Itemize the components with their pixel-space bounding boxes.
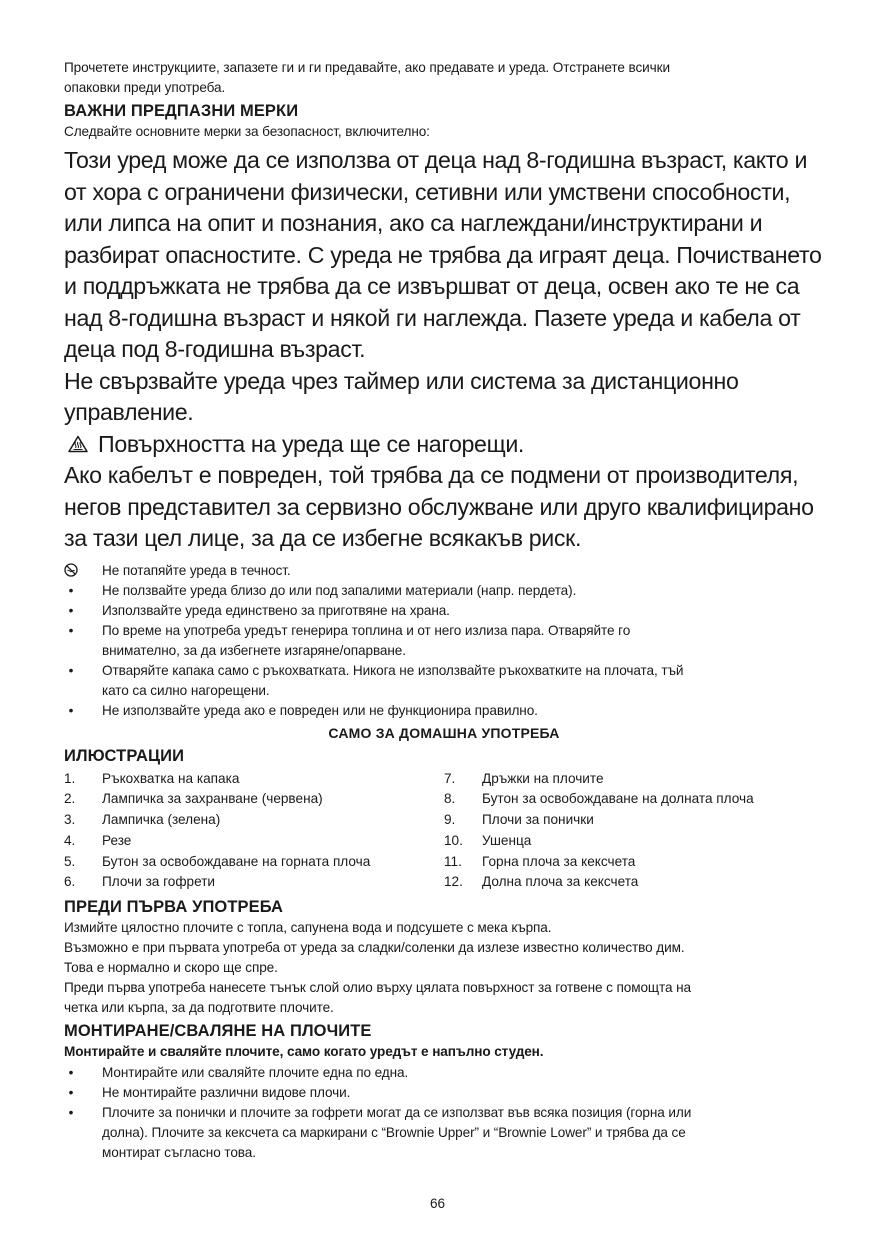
hot-surface-warning [64, 429, 824, 461]
item-text: Плочи за гофрети [102, 874, 216, 890]
bullet-text: Не потапяйте уреда в течност. [102, 562, 291, 578]
bullet-text: Плочите за понички и плочите за гофрети могат да се използват във всяка позиция (горна или [102, 1105, 692, 1121]
bullet-text: Не използвайте уреда ако е повреден или не функционира правилно. [102, 702, 538, 718]
large-line: от хора с ограничени физически, сетивни или умствени способности, [64, 178, 791, 205]
item-number: 2. [64, 791, 76, 807]
item-text: Ушенца [482, 832, 532, 848]
list-item [64, 661, 824, 701]
page-number: 66 [429, 1196, 446, 1211]
bullet-marker: • [68, 1085, 74, 1101]
item-text: Бутон за освобождаване на долната плоча [482, 791, 754, 807]
large-line: деца под 8-годишна възраст. [64, 336, 366, 362]
bullet-marker: • [68, 1105, 74, 1121]
bullet-text: монтират съгласно това. [102, 1145, 256, 1161]
list-item [64, 601, 824, 621]
bullet-text: По време на употреба уредът генерира топлина и от него излиза пара. Отваряйте го [102, 622, 631, 638]
paragraph-line: Възможно е при първата употреба от уреда за сладки/соленки да излезе известно количество дим. [64, 940, 685, 956]
item-text: Лампичка (зелена) [102, 812, 221, 828]
bullet-text: като са силно нагорещени. [102, 682, 270, 698]
list-item [64, 789, 444, 810]
item-number: 4. [64, 832, 76, 848]
bullet-marker: • [68, 662, 74, 678]
illustrations-right-column [444, 769, 824, 894]
illustrations-heading: ИЛЮСТРАЦИИ [64, 746, 185, 765]
item-number: 9. [444, 812, 456, 828]
list-item [444, 852, 824, 873]
list-item [64, 701, 824, 721]
list-item [64, 769, 444, 790]
large-line: за тази цел лице, за да се избегне всякакъв риск. [64, 525, 582, 551]
list-item [64, 1103, 824, 1163]
item-text: Горна плоча за кексчета [482, 853, 636, 869]
large-line: или липса на опит и познания, ако са наглеждани/инструктирани и [64, 210, 763, 236]
item-number: 7. [444, 770, 456, 786]
safety-subtext: Следвайте основните мерки за безопасност, включително: [64, 124, 430, 139]
item-number: 12. [444, 874, 463, 890]
paragraph-line: четка или кърпа, за да подготвите плочите. [64, 1000, 334, 1016]
large-line: Ако кабелът е повреден, той трябва да се подмени от производителя, [64, 462, 799, 488]
bullet-text: Не монтирайте различни видове плочи. [102, 1085, 351, 1101]
large-line: Не свързвайте уреда чрез таймер или система за дистанционно [64, 367, 739, 394]
intro-paragraph [64, 58, 824, 98]
large-line: Този уред може да се използва от деца над 8-годишна възраст, както и [64, 147, 808, 173]
bullet-text: внимателно, за да избегнете изгаряне/опарване. [102, 642, 406, 658]
item-number: 6. [64, 874, 76, 890]
intro-line: Прочетете инструкциите, запазете ги и ги предавайте, ако предавате и уреда. Отстранете всички [64, 60, 670, 75]
list-item [64, 581, 824, 601]
item-text: Дръжки на плочите [482, 770, 604, 786]
bullet-marker: • [68, 702, 74, 718]
item-text: Ръкохватка на капака [102, 770, 240, 786]
list-item [64, 621, 824, 661]
item-number: 11. [444, 853, 462, 869]
first-use-paragraph [64, 918, 824, 1018]
safety-bullet-list [64, 561, 824, 721]
list-item [444, 789, 824, 810]
large-line: негов представител за сервизно обслужване или друго квалифицирано [64, 493, 814, 520]
list-item [444, 872, 824, 893]
large-line: управление. [64, 399, 194, 425]
large-line: и поддръжката не трябва да се извършват от деца, освен ако те не са [64, 273, 800, 299]
item-text: Долна плоча за кексчета [482, 874, 639, 890]
list-item [64, 1063, 824, 1083]
plates-warning: Монтирайте и сваляйте плочите, само когато уредът е напълно студен. [64, 1044, 544, 1060]
hot-surface-text: Повърхността на уреда ще се нагорещи. [98, 430, 525, 457]
no-immerse-icon [64, 561, 78, 581]
safety-heading: ВАЖНИ ПРЕДПАЗНИ МЕРКИ [64, 102, 299, 120]
large-line: над 8-годишна възраст и някой ги наглежда. Пазете уреда и кабела от [64, 304, 801, 331]
bullet-text: Не ползвайте уреда близо до или под запалими материали (напр. пердета). [102, 582, 577, 598]
plates-bullet-list [64, 1063, 824, 1163]
item-text: Резе [102, 832, 132, 848]
paragraph-line: Измийте цялостно плочите с топла, сапунена вода и подсушете с мека кърпа. [64, 920, 552, 936]
bullet-text: долна). Плочите за кексчета са маркирани с “Brownie Upper” и “Brownie Lower” и трябва да се [102, 1125, 686, 1141]
illustrations-left-column [64, 769, 444, 894]
plates-heading: МОНТИРАНЕ/СВАЛЯНЕ НА ПЛОЧИТЕ [64, 1022, 372, 1041]
intro-line: опаковки преди употреба. [64, 80, 226, 95]
list-item [64, 852, 444, 873]
list-item [444, 831, 824, 852]
document-page [64, 58, 824, 1163]
item-number: 3. [64, 812, 76, 828]
list-item [64, 561, 824, 581]
bullet-marker: • [68, 1065, 74, 1081]
list-item [64, 810, 444, 831]
item-text: Плочи за понички [482, 812, 594, 828]
list-item [64, 872, 444, 893]
first-use-heading: ПРЕДИ ПЪРВА УПОТРЕБА [64, 898, 284, 917]
hot-surface-icon [68, 435, 88, 453]
list-item [64, 1083, 824, 1103]
large-line: разбират опасностите. С уреда не трябва да играят деца. Почистването [64, 241, 822, 268]
home-use-notice: САМО ЗА ДОМАШНА УПОТРЕБА [328, 724, 560, 741]
bullet-text: Монтирайте или сваляйте плочите една по една. [102, 1065, 409, 1081]
bullet-text: Използвайте уреда единствено за приготвяне на храна. [102, 602, 450, 618]
safety-large-text [64, 145, 824, 555]
bullet-marker: • [68, 622, 74, 638]
item-number: 10. [444, 832, 463, 848]
bullet-marker: • [68, 602, 74, 618]
illustrations-list [64, 769, 824, 894]
list-item [444, 810, 824, 831]
item-text: Лампичка за захранване (червена) [102, 791, 323, 807]
item-number: 8. [444, 791, 456, 807]
bullet-marker: • [68, 582, 74, 598]
item-number: 5. [64, 853, 76, 869]
item-number: 1. [64, 770, 76, 786]
paragraph-line: Това е нормално и скоро ще спре. [64, 960, 278, 976]
paragraph-line: Преди първа употреба нанесете тънък слой олио върху цялата повърхност за готвене с помощта на [64, 980, 691, 996]
list-item [444, 769, 824, 790]
list-item [64, 831, 444, 852]
item-text: Бутон за освобождаване на горната плоча [102, 853, 371, 869]
bullet-text: Отваряйте капака само с ръкохватката. Никога не използвайте ръкохватките на плочата, тъй [102, 662, 684, 678]
